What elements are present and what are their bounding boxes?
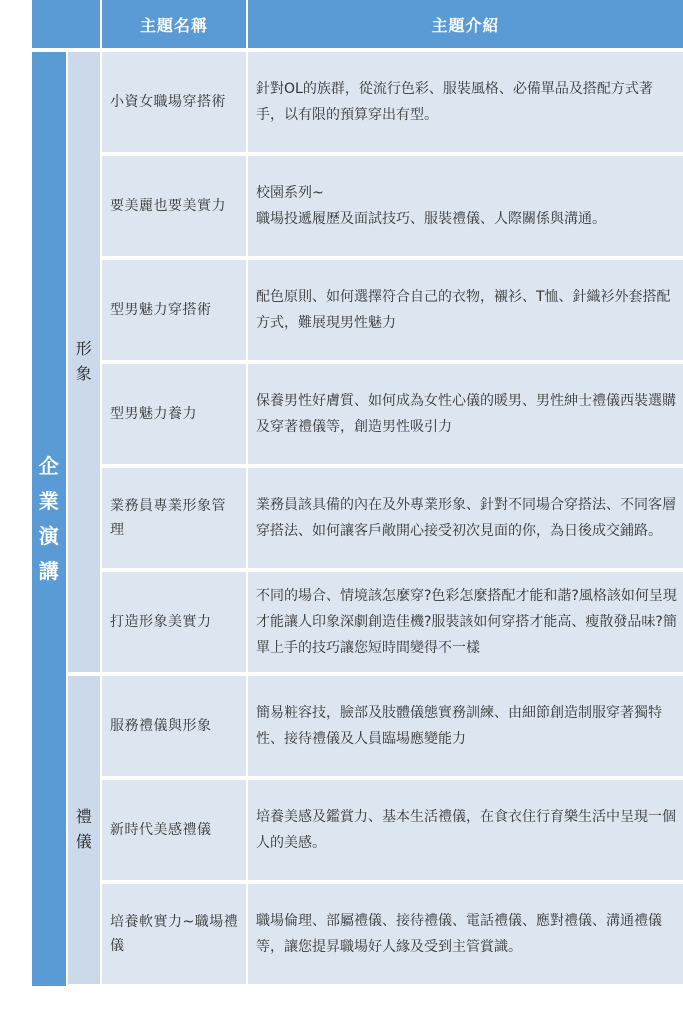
topics-table <box>32 0 683 988</box>
topic-intro <box>247 362 683 466</box>
topic-name: 小資女職場穿搭術 <box>101 50 247 154</box>
topic-name: 要美麗也要美實力 <box>101 154 247 258</box>
table-row <box>32 570 683 674</box>
topic-name: 培養軟實力~職場禮儀 <box>101 882 247 986</box>
topic-intro <box>247 258 683 362</box>
topic-intro-line: 業務員該具備的內在及外專業形象、針對不同場合穿搭法、不同客層穿搭法、如何讓客戶敞開心接受初次見面的你，為日後成交鋪路。 <box>256 497 676 539</box>
topic-name: 新時代美感禮儀 <box>101 778 247 882</box>
table-row <box>32 50 683 154</box>
topic-intro-line: 校園系列~ <box>256 185 324 201</box>
group-cell <box>67 50 102 674</box>
table-body <box>32 50 683 986</box>
topic-intro <box>247 674 683 778</box>
header-intro: 主題介紹 <box>247 0 683 50</box>
table-row <box>32 258 683 362</box>
table-row <box>32 882 683 986</box>
category-label: 企業演講 <box>38 454 59 583</box>
topic-intro-line: 保養男性好膚質、如何成為女性心儀的暖男、男性紳士禮儀西裝選購及穿著禮儀等，創造男性吸引力 <box>256 393 676 435</box>
group-cell <box>67 674 102 986</box>
topic-name: 型男魅力養力 <box>101 362 247 466</box>
group-label: 形象 <box>75 339 92 383</box>
topic-intro-line: 不同的場合、情境該怎麼穿?色彩怎麼搭配才能和諧?風格該如何呈現才能讓人印象深劇創造佳機?服裝該如何穿搭才能高、瘦散發品味?簡單上手的技巧讓您短時間變得不一樣 <box>256 588 677 656</box>
topic-intro-line: 針對OL的族群，從流行色彩、服裝風格、必備單品及搭配方式著手，以有限的預算穿出有型。 <box>256 81 653 123</box>
table-row <box>32 674 683 778</box>
topic-intro <box>247 778 683 882</box>
table-row <box>32 154 683 258</box>
header-name: 主題名稱 <box>101 0 247 50</box>
table-row <box>32 778 683 882</box>
topic-name: 業務員專業形象管理 <box>101 466 247 570</box>
topic-name: 型男魅力穿搭術 <box>101 258 247 362</box>
topic-intro <box>247 570 683 674</box>
topic-intro <box>247 154 683 258</box>
table-row <box>32 362 683 466</box>
topic-name: 服務禮儀與形象 <box>101 674 247 778</box>
topic-intro <box>247 882 683 986</box>
topic-intro-line: 簡易粧容技，臉部及肢體儀態實務訓練、由細節創造制服穿著獨特性、接待禮儀及人員臨場應變能力 <box>256 705 662 747</box>
topic-intro-line: 培養美感及鑑賞力、基本生活禮儀，在食衣住行育樂生活中呈現一個人的美感。 <box>256 809 676 851</box>
topic-intro-line: 職場投遞履歷及面試技巧、服裝禮儀、人際關係與溝通。 <box>256 211 606 227</box>
table-row <box>32 466 683 570</box>
topic-name: 打造形象美實力 <box>101 570 247 674</box>
header-corner <box>32 0 101 50</box>
topic-intro-line: 職場倫理、部屬禮儀、接待禮儀、電話禮儀、應對禮儀、溝通禮儀等，讓您提昇職場好人緣及受到主管賞識。 <box>256 913 662 955</box>
topic-intro <box>247 466 683 570</box>
header-row <box>32 0 683 50</box>
topic-intro-line: 配色原則、如何選擇符合自己的衣物，襯衫、T恤、針織衫外套搭配方式，難展現男性魅力 <box>256 289 671 331</box>
topic-intro <box>247 50 683 154</box>
category-cell <box>32 50 67 986</box>
group-label: 禮儀 <box>75 807 92 851</box>
